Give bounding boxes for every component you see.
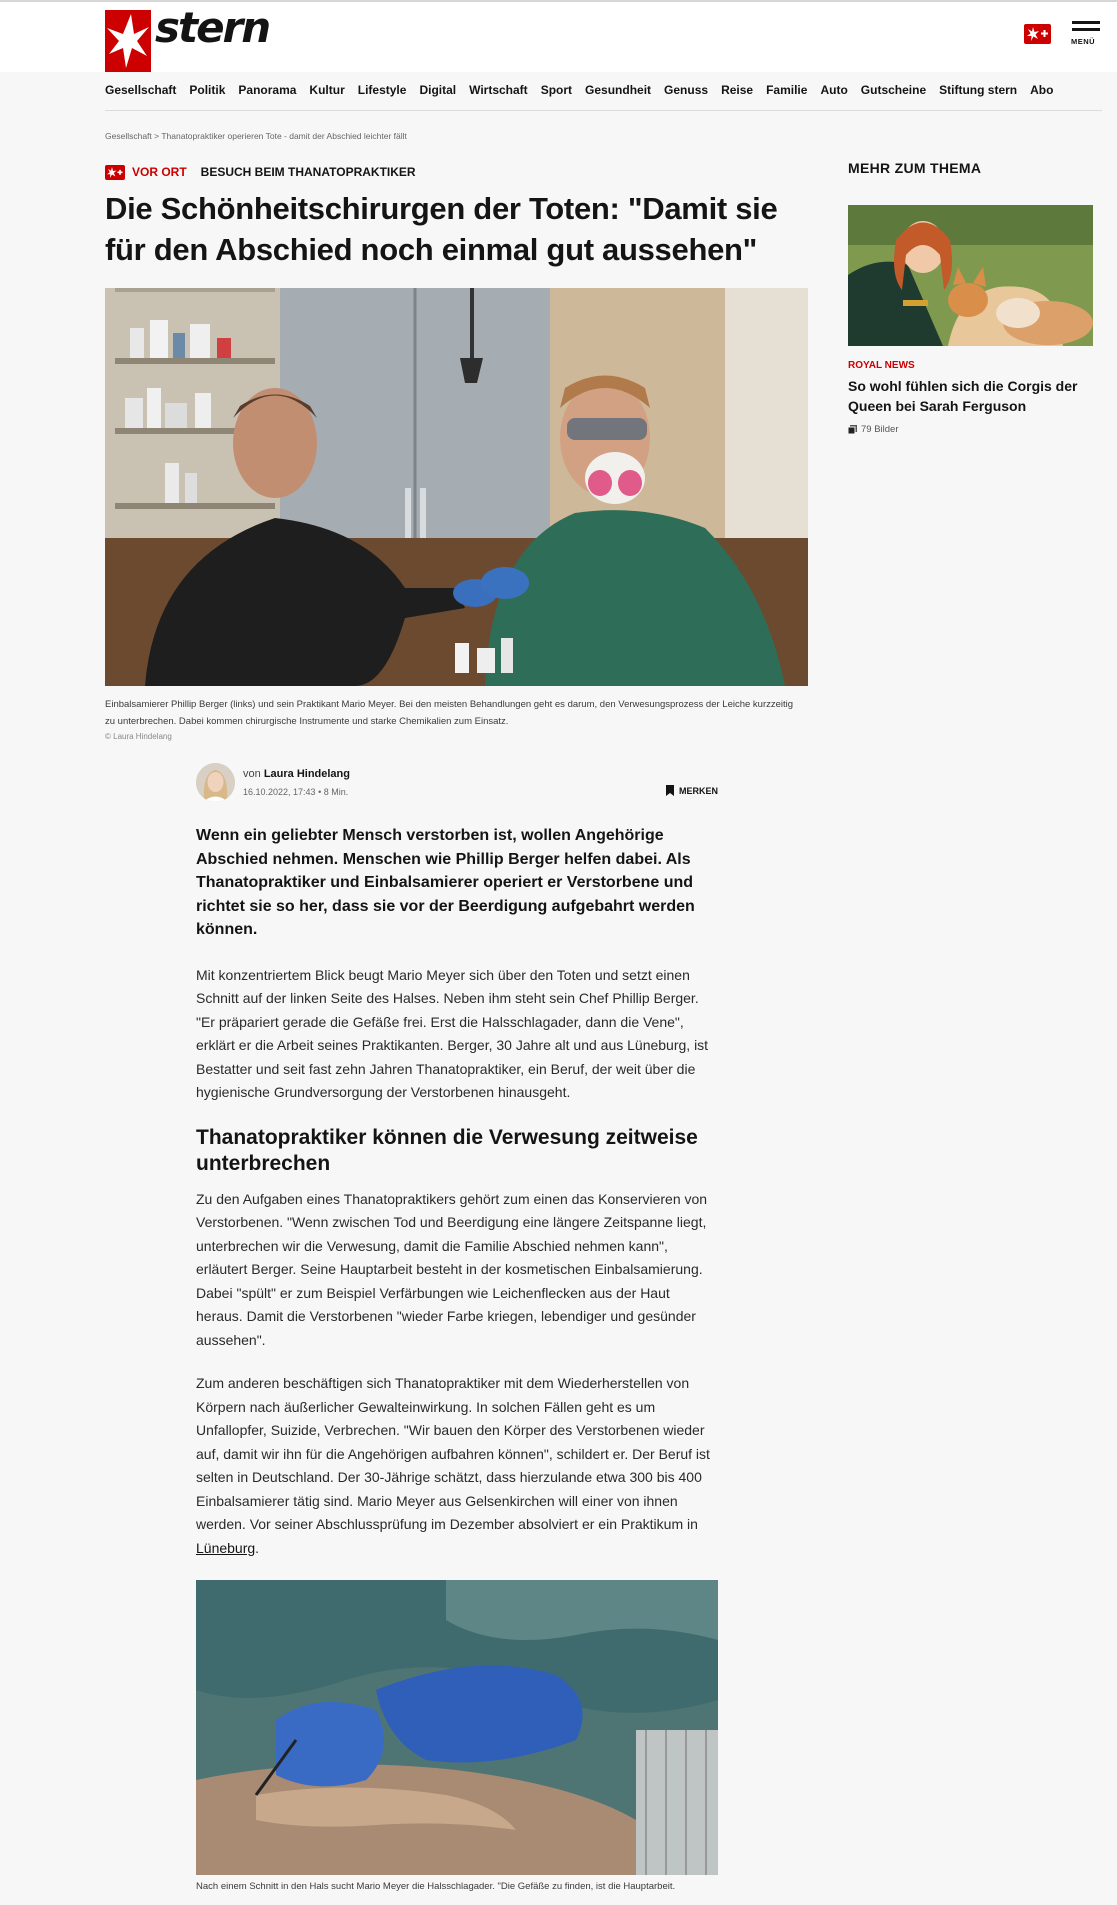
nav-item-gesundheit[interactable]: Gesundheit: [585, 83, 652, 97]
avatar[interactable]: [196, 763, 235, 802]
link-lueneburg[interactable]: Lüneburg: [196, 1539, 256, 1556]
kicker-label: VOR ORT: [132, 165, 187, 179]
breadcrumb-separator: >: [154, 131, 160, 141]
nav-item-reise[interactable]: Reise: [721, 83, 754, 97]
author-byline: [243, 768, 350, 780]
article-subheading: Thanatopraktiker können die Verwesung zeitweise unterbrechen: [196, 1125, 698, 1175]
menu-label[interactable]: MENÜ: [1071, 37, 1096, 46]
nav-item-politik[interactable]: Politik: [189, 83, 226, 97]
nav-item-lifestyle[interactable]: Lifestyle: [357, 83, 407, 97]
bookmark-icon: [666, 785, 674, 796]
author-name[interactable]: Laura Hindelang: [263, 768, 350, 780]
breadcrumb-current: Thanatopraktiker operieren Tote - damit der Abschied leichter fällt: [161, 131, 407, 141]
nav-item-digital[interactable]: Digital: [419, 83, 457, 97]
nav-item-familie[interactable]: Familie: [766, 83, 808, 97]
bookmark-button[interactable]: [666, 785, 718, 796]
sidebar-related: [848, 160, 1098, 435]
nav-item-gesellschaft[interactable]: Gesellschaft: [105, 83, 177, 97]
gallery-icon: [848, 425, 857, 434]
article-paragraph-text: Zum anderen beschäftigen sich Thanatopraktiker mit dem Wiederherstellen von Körpern nach äußerlicher Gewalteinwirkung. In solchen Fällen geht es um Unfallopfer, Suizide, Verbrechen. "Wir bauen den Körper des Verstorbenen wieder auf, damit wir ihn für die Angehörigen aufbahren können", schildert er. Der Beruf ist selten in Deutschland. Der 30-Jährige schätzt, dass hierzulande etwa 300 bis 400 Einbalsamierer tätig sind. Mario Meyer aus Gelsenkirchen will einer von ihnen werden. Vor seiner Abschlussprüfung im Dezember absolviert er ein Praktikum in: [196, 1375, 710, 1532]
hamburger-icon: [1072, 28, 1100, 31]
author-prefix: von: [243, 768, 261, 780]
nav-item-genuss[interactable]: Genuss: [664, 83, 709, 97]
bookmark-label: MERKEN: [678, 785, 718, 796]
article-kicker: [105, 163, 416, 181]
nav-item-kultur[interactable]: Kultur: [309, 83, 345, 97]
nav-item-wirtschaft[interactable]: Wirtschaft: [469, 83, 528, 97]
nav-item-panorama[interactable]: Panorama: [238, 83, 297, 97]
stern-logo-icon[interactable]: [105, 10, 151, 72]
nav-item-abo[interactable]: Abo: [1030, 83, 1054, 97]
article-lead: Wenn ein geliebter Mensch verstorben ist, wollen Angehörige Abschied nehmen. Menschen wie Phillip Berger helfen dabei. Als Thanatopraktiker und Einbalsamierer operiert er Verstorbene und richtet sie so her, dass sie vor der Beerdigung aufgebahrt werden können.: [196, 827, 695, 938]
article-paragraph: Zu den Aufgaben eines Thanatopraktikers gehört zum einen das Konservieren von Verstorbenen. "Wenn zwischen Tod und Beerdigung eine längere Zeitspanne liegt, unterbrechen wir die Verwesung, damit die Familie Abschied nehmen kann", erläutert Berger. Seine Hauptarbeit besteht in der kosmetischen Einbalsamierung. Dabei "spült" er zum Beispiel Verfärbungen wie Leichenflecken aus der Haut heraus. Damit die Verstorbenen "wieder Farbe kriegen, lebendiger und gesünder aussehen".: [196, 1190, 708, 1348]
article-body: [196, 824, 718, 1580]
nav-item-auto[interactable]: Auto: [820, 83, 848, 97]
logo-wordmark[interactable]: stern: [155, 3, 270, 52]
article-image[interactable]: [196, 1580, 718, 1875]
publish-date: 16.10.2022, 17:43: [243, 787, 316, 797]
breadcrumb: [105, 131, 407, 141]
hero-credit: © Laura Hindelang: [105, 732, 172, 741]
header: [0, 0, 1117, 72]
nav-item-stiftung-stern[interactable]: Stiftung stern: [939, 83, 1018, 97]
breadcrumb-section[interactable]: Gesellschaft: [105, 131, 152, 141]
sidebar-teaser-image[interactable]: [848, 205, 1093, 346]
article-meta: [243, 787, 348, 797]
nav-item-sport[interactable]: Sport: [540, 83, 573, 97]
gallery-count: [848, 424, 899, 435]
hero-caption: Einbalsamierer Phillip Berger (links) und sein Praktikant Mario Meyer. Bei den meisten Behandlungen geht es darum, den Verwesungsprozess der Leiche kurzzeitig zu unterbrechen. Dabei kommen chirurgische Instrumente und starke Chemikalien zum Einsatz.: [105, 699, 794, 727]
paragraph-end: .: [255, 1539, 260, 1556]
stern-plus-icon[interactable]: [1024, 24, 1051, 44]
hero-image[interactable]: [105, 288, 808, 686]
meta-bullet: •: [318, 787, 322, 797]
article-paragraph: [196, 1372, 718, 1560]
article-image-caption: Nach einem Schnitt in den Hals sucht Mario Meyer die Halsschlagader. "Die Gefäße zu finden, ist die Hauptarbeit.: [196, 1881, 676, 1892]
main-navigation: [105, 70, 1102, 111]
stern-plus-icon: [105, 165, 125, 180]
sidebar-teaser-headline[interactable]: So wohl fühlen sich die Corgis der Queen bei Sarah Ferguson: [848, 378, 1078, 414]
reading-time: 8 Min.: [323, 787, 349, 797]
kicker-topic: BESUCH BEIM THANATOPRAKTIKER: [200, 165, 416, 179]
hamburger-icon: [1072, 21, 1100, 24]
nav-item-gutscheine[interactable]: Gutscheine: [860, 83, 927, 97]
sidebar-title: MEHR ZUM THEMA: [848, 160, 982, 176]
gallery-count-label: 79 Bilder: [861, 424, 899, 435]
page-title: Die Schönheitschirurgen der Toten: "Damit sie für den Abschied noch einmal gut aussehen": [105, 191, 778, 267]
article-paragraph: Mit konzentriertem Blick beugt Mario Meyer sich über den Toten und setzt einen Schnitt auf der linken Seite des Halses. Neben ihm steht sein Chef Phillip Berger. "Er präpariert gerade die Gefäße frei. Erst die Halsschlagader, dann die Vene", erklärt er die Arbeit seines Praktikanten. Berger, 30 Jahre alt und aus Lüneburg, ist Bestatter und seit fast zehn Jahren Thanatopraktiker, ein Beruf, der weit über die hygienische Grundversorgung der Verstorbenen hinausgeht.: [196, 966, 709, 1100]
sidebar-teaser-kicker: ROYAL NEWS: [848, 360, 915, 371]
author-row: [196, 763, 718, 805]
